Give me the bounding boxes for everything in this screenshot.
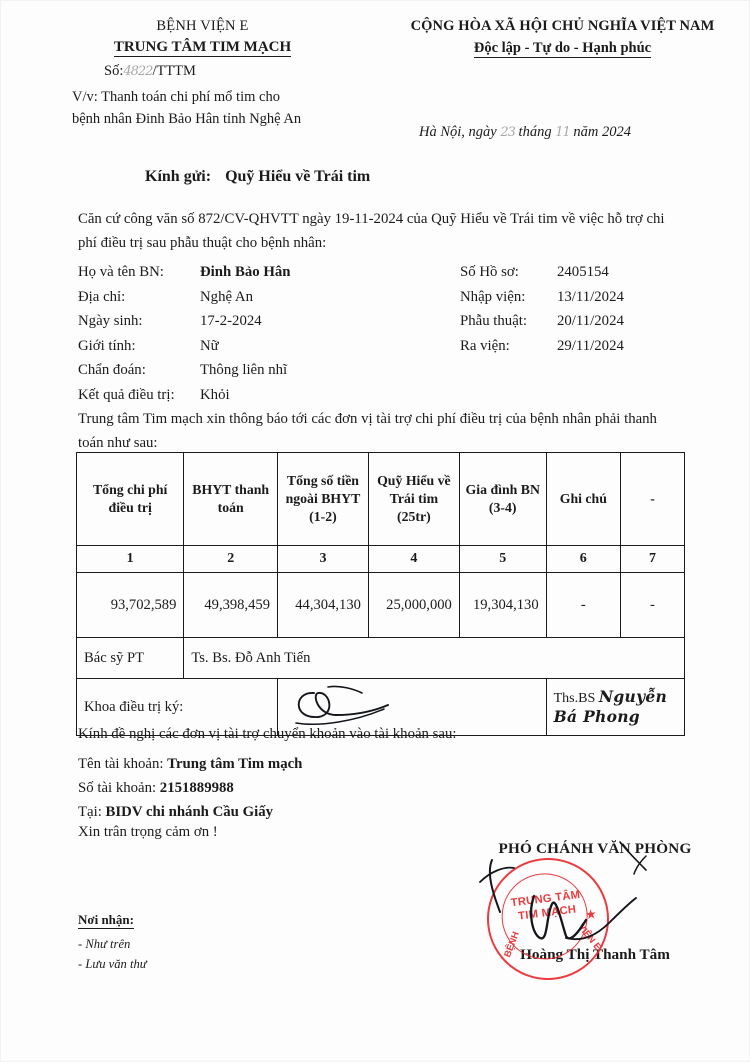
account-number-value: 2151889988 [159,780,234,797]
department-signer-title: Ths.BS [553,691,596,706]
stamp-arc-left: BỆNH [501,929,521,959]
surgeon-row [77,638,685,679]
value-bhyt: 49,398,459 [184,573,278,638]
dateline-year: năm 2024 [573,124,631,140]
value-outside-bhyt: 44,304,130 [278,573,369,638]
issuer-block [0,16,375,131]
surgeon-label: Bác sỹ PT [77,638,184,679]
discharge-date-label: Ra viện: [460,337,510,354]
account-number-row [78,776,598,800]
patient-gender-value: Nữ [200,337,219,354]
dateline-month-handwritten: 11 [555,125,570,140]
table-row [77,573,685,638]
discharge-date-value: 29/11/2024 [557,337,624,354]
bank-name-value: BIDV chi nhánh Cầu Giấy [105,804,274,821]
treatment-result-value: Khỏi [200,386,230,403]
col-number-4: 4 [368,546,459,573]
bank-name-label: Tại: [78,804,102,821]
list-item: - Lưu văn thư [78,956,147,971]
recipient-line [145,168,370,186]
treatment-result-label: Kết quả điều trị: [78,386,175,403]
bank-details-block [78,722,598,824]
col-number-6: 6 [546,546,620,573]
record-number-value: 2405154 [557,264,609,280]
signer-name: Hoàng Thị Thanh Tâm [520,946,670,963]
notify-paragraph: Trung tâm Tim mạch xin thông báo tới các đơn vị tài trợ chi phí điều trị của bệnh nhân phải thanh toán như sau: [78,411,657,451]
col-number-5: 5 [459,546,546,573]
table-header-row [77,453,685,546]
document-header [0,16,750,131]
patient-name-value: Đinh Bảo Hân [200,264,291,280]
patient-gender-label: Giới tính: [78,337,136,354]
surgeon-name: Ts. Bs. Đỗ Anh Tiến [184,638,685,679]
col-header-note: Ghi chú [546,453,620,546]
recipient-label: Kính gửi: [145,168,212,185]
cost-table [76,452,685,736]
admission-date-label: Nhập viện: [460,288,526,305]
list-item: - Như trên [78,937,131,951]
department-signer-name: Nguyễn Bá Phong [553,687,668,726]
col-number-1: 1 [77,546,184,573]
value-fund: 25,000,000 [368,573,459,638]
info-row [78,289,678,314]
info-row [78,362,678,387]
recipient-name: Quỹ Hiểu về Trái tim [225,168,371,185]
info-row [78,313,678,338]
stamp-line-1: TRUNG TÂM [510,888,581,910]
col-header-extra: - [620,453,684,546]
diagnosis-label: Chẩn đoán: [78,362,146,378]
col-header-total-cost: Tổng chi phí điều trị [77,453,184,546]
diagnosis-value: Thông liên nhĩ [200,362,288,378]
record-number-label: Số Hồ sơ: [460,264,519,280]
patient-address-value: Nghệ An [200,288,254,305]
patient-dob-value: 17-2-2024 [200,313,262,329]
national-motto: Độc lập - Tự do - Hạnh phúc [473,39,652,56]
hospital-name: BỆNH VIỆN E [156,18,249,34]
col-header-fund: Quỹ Hiểu về Trái tim (25tr) [368,453,459,546]
dateline-month-word: tháng [518,124,552,140]
national-heading [375,16,750,131]
value-total-cost: 93,702,589 [77,573,184,638]
dateline [0,124,750,141]
bank-name-row [78,800,598,824]
col-number-3: 3 [278,546,369,573]
surgery-date-value: 20/11/2024 [557,313,624,329]
col-number-7: 7 [620,546,684,573]
value-note: - [546,573,620,638]
document-number-label: Số: [104,62,124,79]
basis-paragraph: Căn cứ công văn số 872/CV-QHVTT ngày 19-11-2024 của Quỹ Hiểu về Trái tim về việc hỗ trợ chi phí điều trị sau phẫu thuật cho bệnh nhân: [78,211,665,251]
col-header-outside-bhyt: Tổng số tiền ngoài BHYT (1-2) [278,453,369,546]
department-name: TRUNG TÂM TIM MẠCH [113,38,292,55]
patient-name-label: Họ và tên BN: [78,264,164,280]
recipients-list [78,935,147,974]
dateline-day-handwritten: 23 [500,125,515,140]
account-name-row [78,752,598,776]
value-extra: - [620,573,684,638]
col-header-bhyt: BHYT thanh toán [184,453,278,546]
document-number [72,61,375,82]
surgery-date-label: Phẫu thuật: [460,313,527,329]
subject-line-2: bệnh nhân Đinh Bảo Hân tỉnh Nghệ An [72,111,302,128]
document-number-handwritten: 4822 [123,63,153,79]
col-number-2: 2 [184,546,278,573]
stamp-line-2: TIM MẠCH [517,903,577,923]
signer-title: PHÓ CHÁNH VĂN PHÒNG [498,840,692,857]
value-family: 19,304,130 [459,573,546,638]
account-name-label: Tên tài khoản: [78,756,164,773]
patient-dob-label: Ngày sinh: [78,313,143,329]
subject-line-1: V/v: Thanh toán chi phí mổ tim cho [72,89,280,106]
account-number-label: Số tài khoản: [78,780,157,797]
document-number-suffix: /TTTM [152,62,196,79]
country-name: CỘNG HÒA XÃ HỘI CHỦ NGHĨA VIỆT NAM [410,18,715,34]
bank-lead-text: Kính đề nghị các đơn vị tài trợ chuyển khoản vào tài khoản sau: [78,726,457,742]
col-header-family: Gia đình BN (3-4) [459,453,546,546]
info-row [78,264,678,289]
stamp-star-icon: ★ [584,906,598,923]
account-name-value: Trung tâm Tim mạch [167,756,303,773]
patient-address-label: Địa chỉ: [78,288,126,305]
stamp-arc-right: VIỆN E [576,921,605,952]
table-number-row [77,546,685,573]
thanks-text: Xin trân trọng cảm ơn ! [78,824,218,840]
patient-info-block [78,264,678,411]
admission-date-value: 13/11/2024 [557,288,624,305]
recipients-block [78,912,147,974]
recipients-title: Nơi nhận: [78,912,134,927]
dateline-prefix: Hà Nội, ngày [419,124,497,140]
info-row [78,338,678,363]
department-sign-label: Khoa điều trị ký: [77,679,278,736]
